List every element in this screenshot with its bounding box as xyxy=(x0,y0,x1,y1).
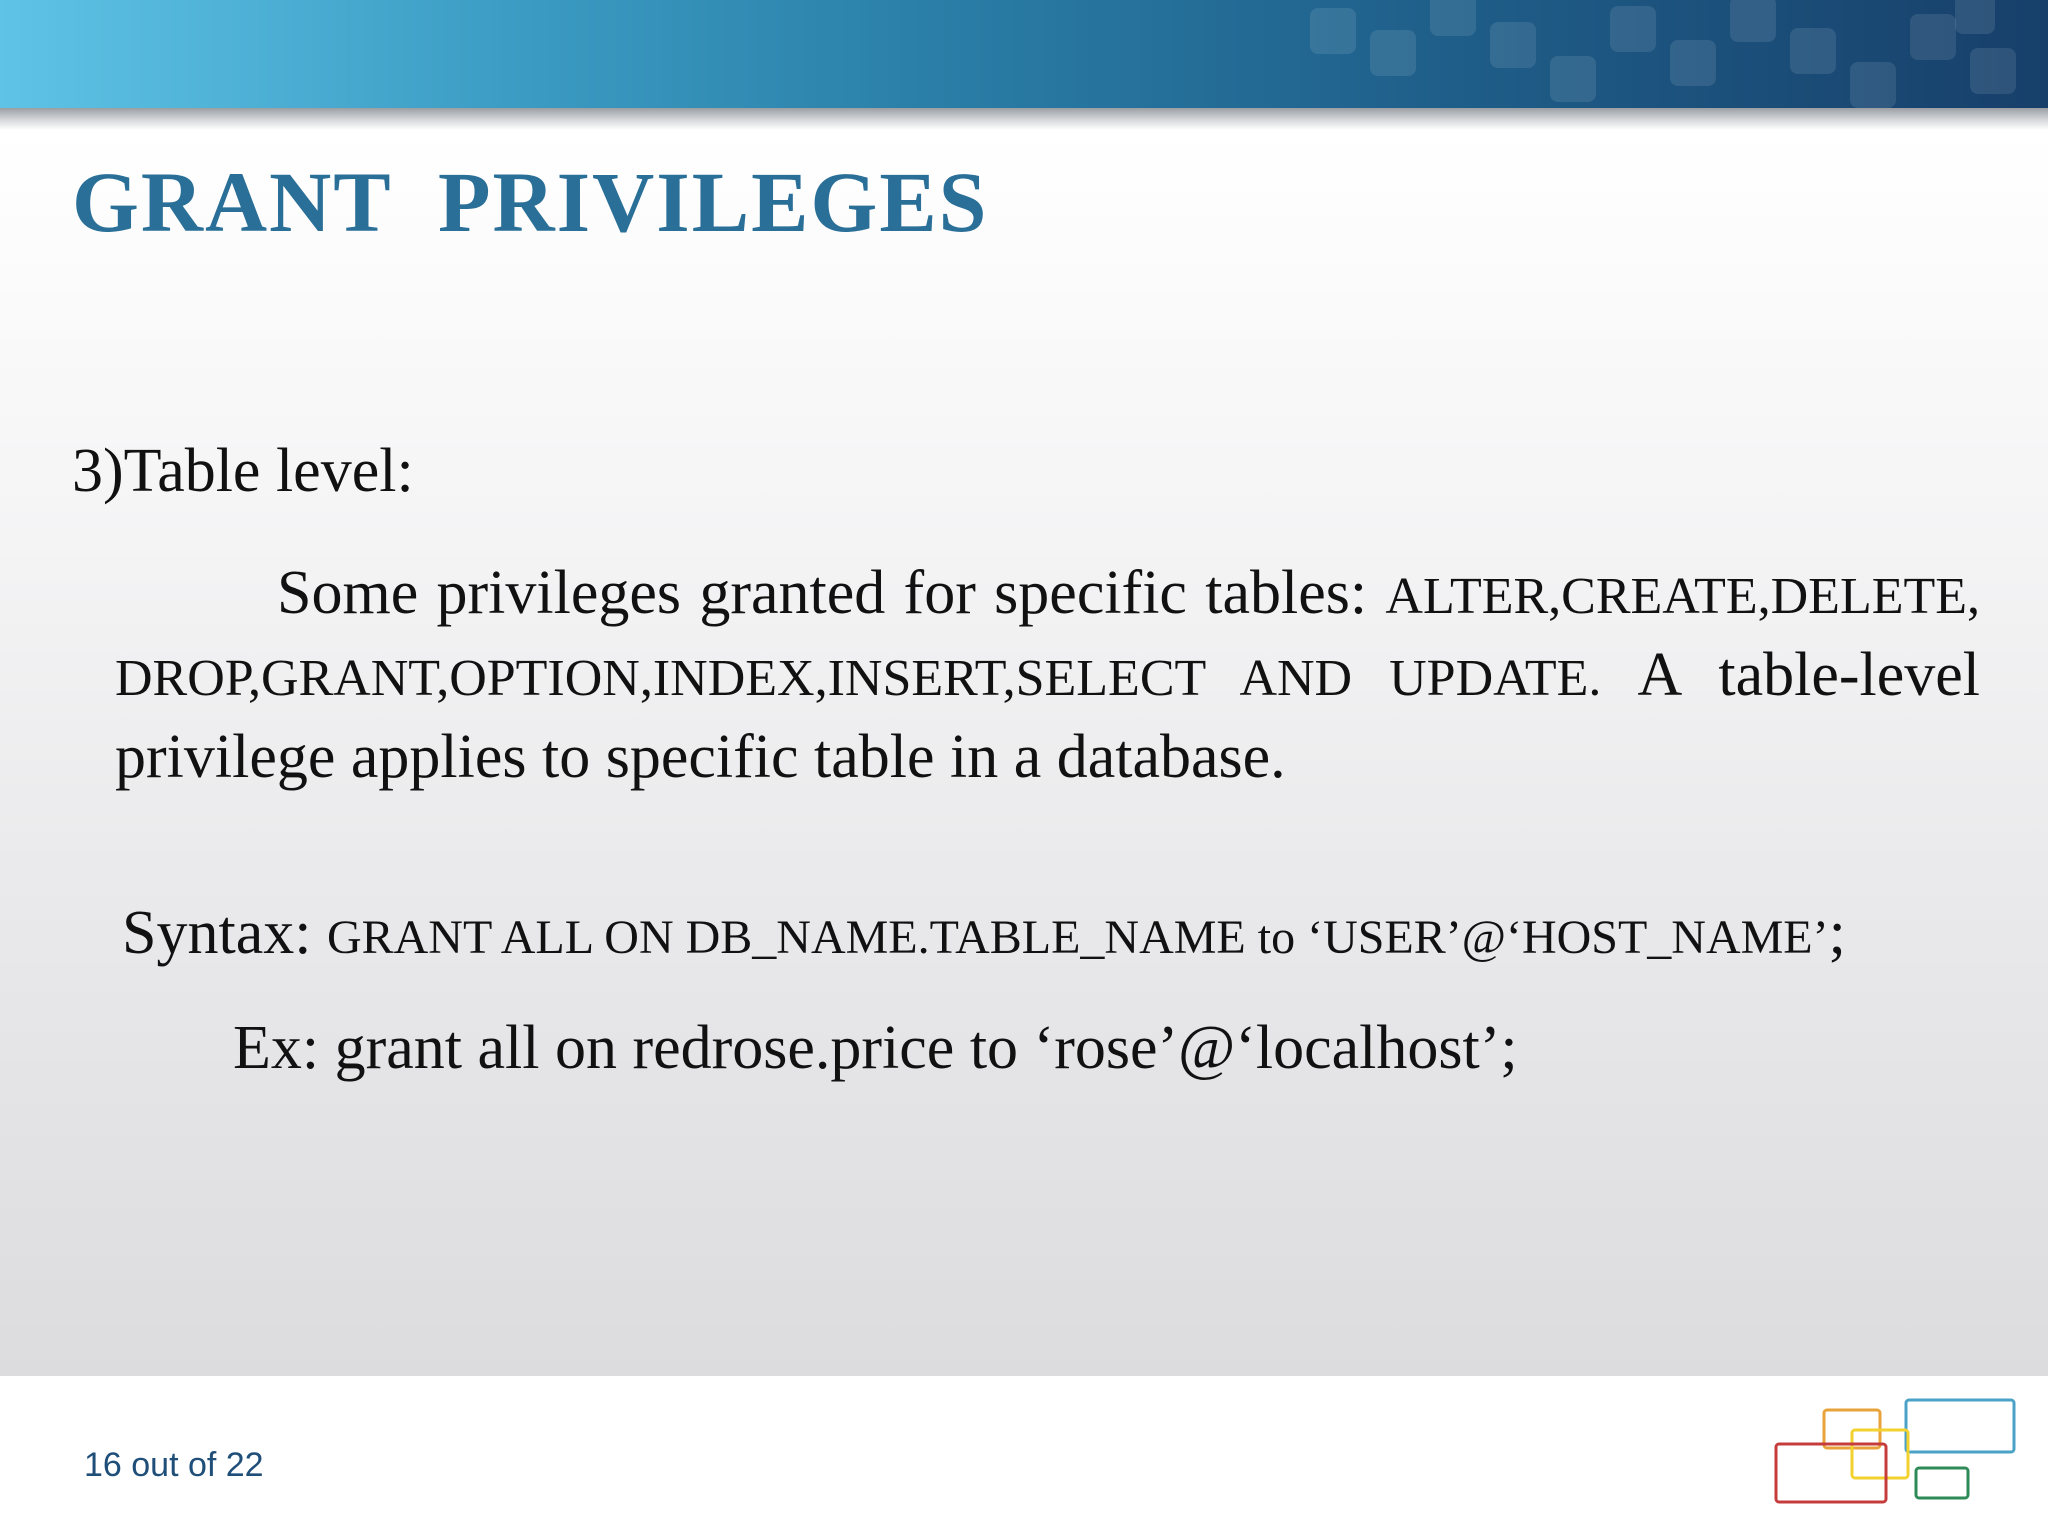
page-indicator: 16 out of 22 xyxy=(84,1446,264,1484)
footer xyxy=(0,1376,2048,1536)
header-tile xyxy=(1310,8,1356,54)
header-tile xyxy=(1730,0,1776,42)
header-tile xyxy=(1430,0,1476,36)
paragraph-description: A table-level privilege applies to specific table in a database. xyxy=(115,641,1980,791)
header-tile xyxy=(1850,62,1896,108)
body-paragraph xyxy=(115,554,1980,796)
syntax-statement: GRANT ALL ON DB_NAME.TABLE_NAME to ‘USER’@‘HOST_NAME’ xyxy=(326,911,1829,964)
privilege-list: ALTER,CREATE,DELETE,DROP,GRANT,OPTION,INDEX,INSERT,SELECT AND UPDATE. xyxy=(115,568,1980,707)
header-band xyxy=(0,0,2048,108)
header-tile xyxy=(1370,30,1416,76)
header-shadow xyxy=(0,108,2048,130)
overlapping-squares-logo-icon xyxy=(1772,1398,2022,1510)
paragraph-intro: Some privileges granted for specific tables: xyxy=(277,559,1368,627)
header-tile xyxy=(1910,14,1956,60)
header-tile xyxy=(1670,40,1716,86)
header-tile xyxy=(1490,22,1536,68)
syntax-label: Syntax: xyxy=(122,899,312,967)
header-tile xyxy=(1955,0,1995,34)
section-heading: 3)Table level: xyxy=(72,437,414,505)
syntax-line xyxy=(122,898,1846,969)
logo-square-blue xyxy=(1906,1400,2014,1452)
slide-title: GRANT PRIVILEGES xyxy=(72,154,989,250)
example-line: Ex: grant all on redrose.price to ‘rose’@‘localhost’; xyxy=(233,1014,1518,1082)
header-tile xyxy=(1970,48,2016,94)
header-tile xyxy=(1550,56,1596,102)
syntax-terminator: ; xyxy=(1828,899,1846,967)
logo-square-red xyxy=(1776,1444,1886,1502)
logo-square-green xyxy=(1916,1468,1968,1498)
header-tile xyxy=(1790,28,1836,74)
header-tile xyxy=(1610,6,1656,52)
